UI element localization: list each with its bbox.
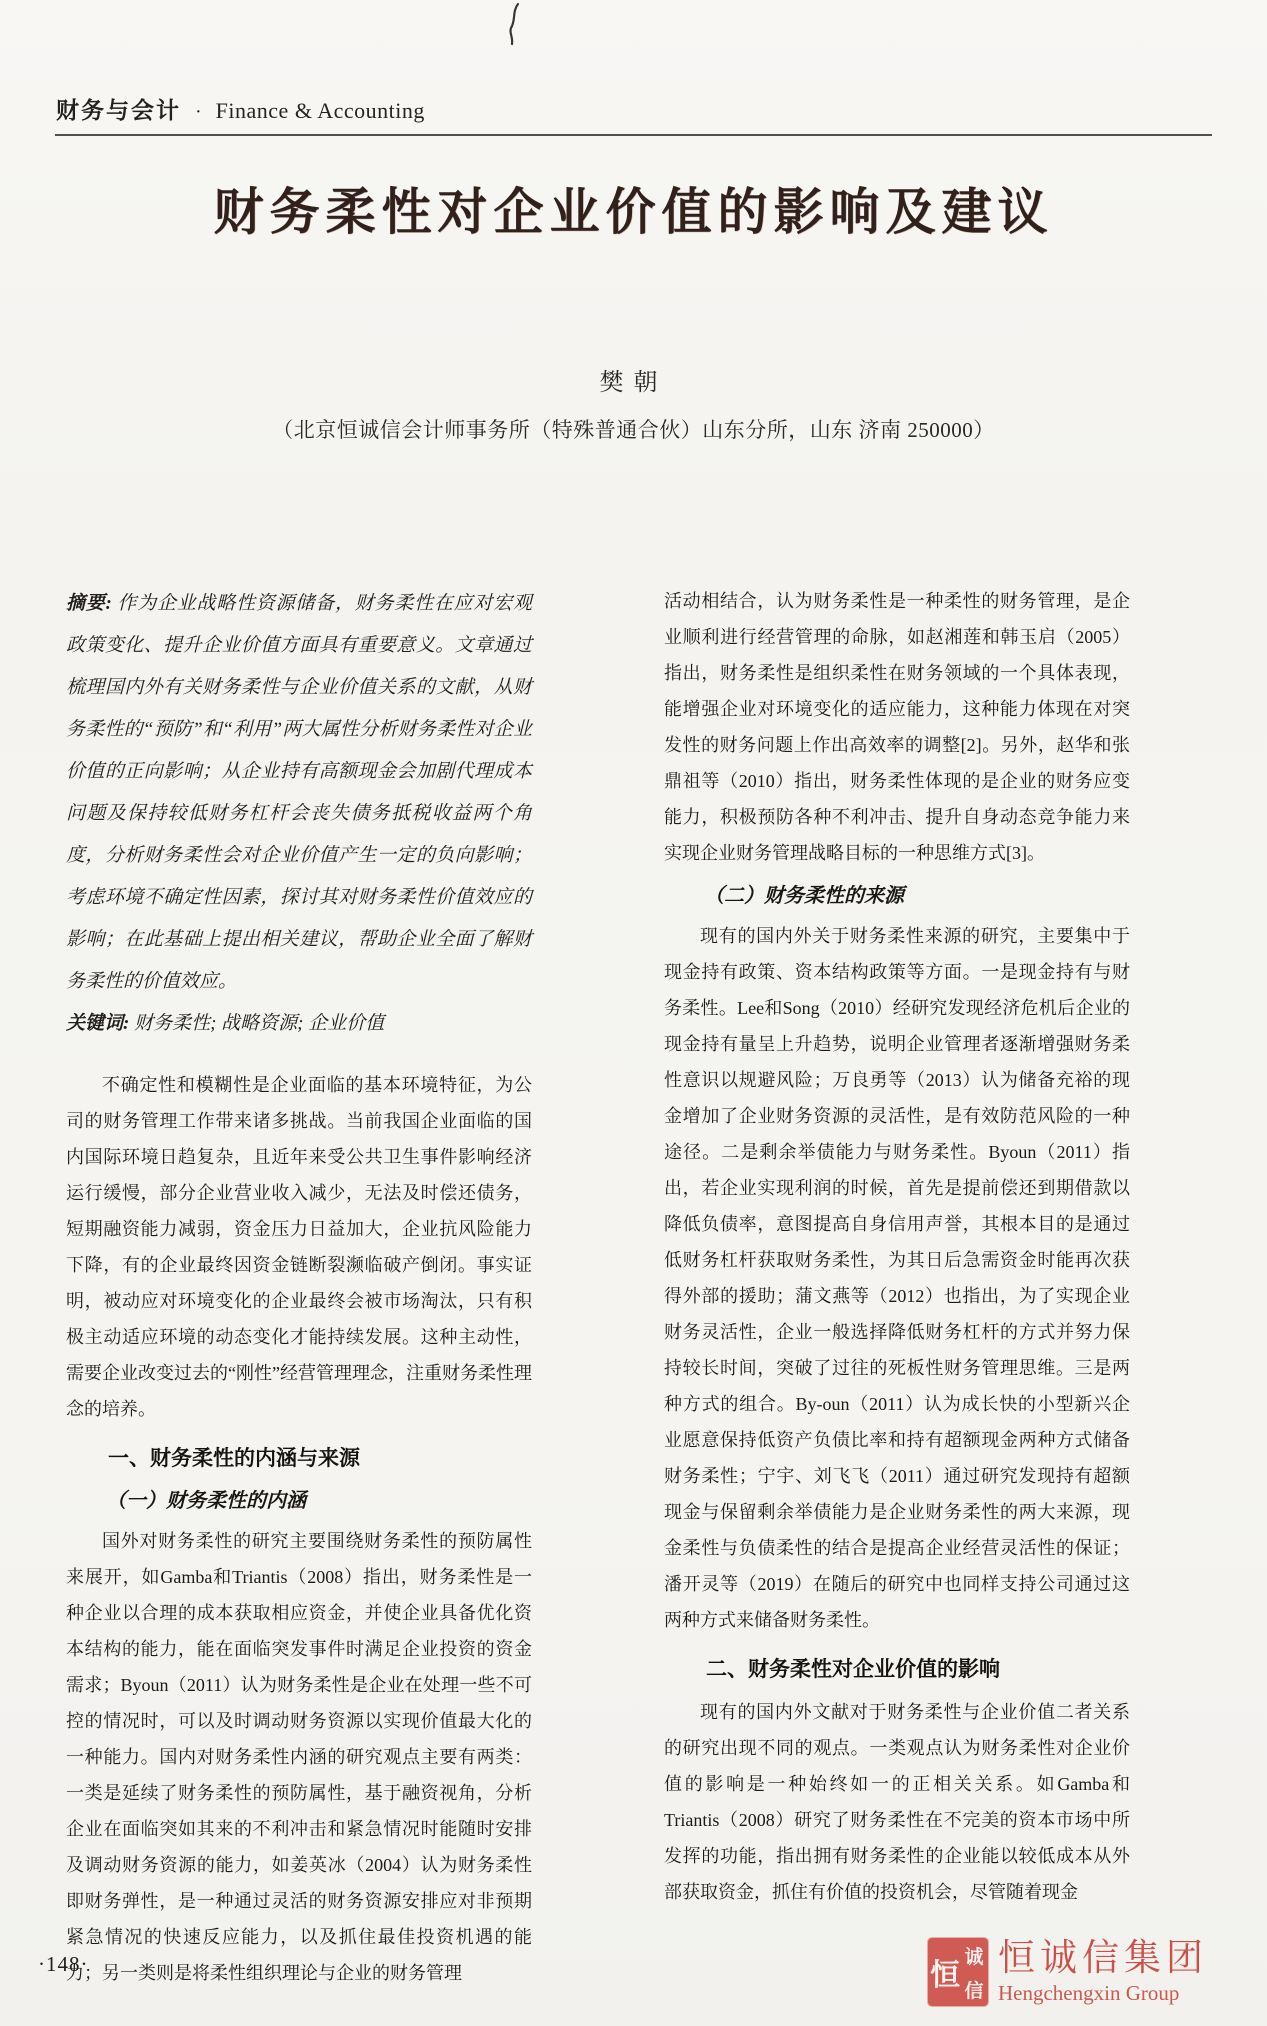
abstract-label: 摘要:	[66, 593, 112, 614]
two-column-body	[66, 583, 1130, 1991]
company-logo	[928, 1938, 1208, 2006]
journal-name-en: Finance & Accounting	[215, 98, 425, 123]
seal-char-xin: 信	[964, 1980, 984, 2002]
author-name: 樊朝	[599, 370, 668, 396]
body-paragraph-2: 活动相结合，认为财务柔性是一种柔性的财务管理，是企业顺利进行经营管理的命脉，如赵湘莲和韩玉启（2005）指出，财务柔性是组织柔性在财务领域的一个具体表现，能增强企业对环境变化的适应能力，这种能力体现在对突发性的财务问题上作出高效率的调整[2]。另外，赵华和张鼎祖等（2010）指出，财务柔性体现的是企业的财务应变能力，积极预防各种不利冲击、提升自身动态竞争能力来实现企业财务管理战略目标的一种思维方式[3]。	[664, 591, 1130, 863]
left-column	[66, 583, 532, 1991]
journal-name-cn: 财务与会计	[56, 97, 181, 123]
logo-company-name-en: Hengchengxin Group	[998, 1981, 1180, 2005]
right-column	[664, 583, 1130, 1991]
body-paragraph-1: 国外对财务柔性的研究主要围绕财务柔性的预防属性来展开，如Gamba和Triantis（2008）指出，财务柔性是一种企业以合理的成本获取相应资金，并使企业具备优化资本结构的能力，能在面临突发事件时满足企业投资的资金需求；Byoun（2011）认为财务柔性是企业在处理一些不可控的情况时，可以及时调动财务资源以实现价值最大化的一种能力。国内对财务柔性内涵的研究观点主要有两类：一类是延续了财务柔性的预防属性，基于融资视角，分析企业在面临突如其来的不利冲击和紧急情况时能随时安排及调动财务资源的能力，如姜英冰（2004）认为财务柔性即财务弹性，是一种通过灵活的财务资源安排应对非预期紧急情况的快速反应能力，以及抓住最佳投资机遇的能力；另一类则是将柔性组织理论与企业的财务管理	[66, 1531, 532, 1983]
subsection-heading-1-1: （一）财务柔性的内涵	[106, 1490, 306, 1512]
abstract	[66, 583, 532, 1003]
section-heading-2: 二、财务柔性对企业价值的影响	[706, 1658, 1000, 1681]
keywords-text: 财务柔性; 战略资源; 企业价值	[129, 1013, 385, 1034]
subsection-heading-1-2: （二）财务柔性的来源	[704, 885, 904, 907]
header-rule	[55, 134, 1212, 136]
seal-char-heng: 恒	[930, 1959, 960, 1992]
keywords-label: 关键词:	[66, 1013, 130, 1034]
page-number: ·148·	[38, 1952, 89, 1976]
keywords	[66, 1003, 532, 1045]
logo-seal-icon	[928, 1938, 988, 2006]
author-affiliation: （北京恒诚信会计师事务所（特殊普通合伙）山东分所，山东 济南 250000）	[272, 418, 995, 442]
abstract-text: 作为企业战略性资源储备，财务柔性在应对宏观政策变化、提升企业价值方面具有重要意义。文章通过梳理国内外有关财务柔性与企业价值关系的文献，从财务柔性的“预防”和“利用”两大属性分析财务柔性对企业价值的正向影响；从企业持有高额现金会加剧代理成本问题及保持较低财务杠杆会丧失债务抵税收益两个角度，分析财务柔性会对企业价值产生一定的负向影响；考虑环境不确定性因素，探讨其对财务柔性价值效应的影响；在此基础上提出相关建议，帮助企业全面了解财务柔性的价值效应。	[66, 593, 532, 992]
article-title: 财务柔性对企业价值的影响及建议	[213, 184, 1054, 240]
body-paragraph-3: 现有的国内外关于财务柔性来源的研究，主要集中于现金持有政策、资本结构政策等方面。一是现金持有与财务柔性。Lee和Song（2010）经研究发现经济危机后企业的现金持有量呈上升趋势，说明企业管理者逐渐增强财务柔性意识以规避风险；万良勇等（2013）认为储备充裕的现金增加了企业财务资源的灵活性，是有效防范风险的一种途径。二是剩余举债能力与财务柔性。Byoun（2011）指出，若企业实现利润的时候，首先是提前偿还到期借款以降低负债率，意图提高自身信用声誉，其根本目的是通过低财务杠杆获取财务柔性，为其日后急需资金时能再次获得外部的援助；蒲文燕等（2012）也指出，为了实现企业财务灵活性，企业一般选择降低财务杠杆的方式并努力保持较长时间，突破了过往的死板性财务管理思维。三是两种方式的组合。By-oun（2011）认为成长快的小型新兴企业愿意保持低资产负债比率和持有超额现金两种方式储备财务柔性；宁宇、刘飞飞（2011）通过研究发现持有超额现金与保留剩余举债能力是企业财务柔性的两大来源，现金柔性与负债柔性的结合是提高企业经营灵活性的保证；潘开灵等（2019）在随后的研究中也同样支持公司通过这两种方式来储备财务柔性。	[664, 926, 1130, 1630]
section-heading-1: 一、财务柔性的内涵与来源	[108, 1447, 360, 1470]
journal-header	[56, 92, 1211, 125]
dot-separator: ·	[195, 101, 202, 123]
body-paragraph-4: 现有的国内外文献对于财务柔性与企业价值二者关系的研究出现不同的观点。一类观点认为财务柔性对企业价值的影响是一种始终如一的正相关关系。如Gamba和Triantis（2008）研究了财务柔性在不完美的资本市场中所发挥的功能，指出拥有财务柔性的企业能以较低成本从外部获取资金，抓住有价值的投资机会，尽管随着现金	[664, 1702, 1130, 1902]
logo-company-name-cn: 恒诚信集团	[998, 1938, 1208, 1979]
pen-mark-icon	[502, 2, 528, 48]
seal-char-cheng: 诚	[964, 1946, 984, 1968]
logo-text	[998, 1940, 1208, 2004]
intro-paragraph: 不确定性和模糊性是企业面临的基本环境特征，为公司的财务管理工作带来诸多挑战。当前我国企业面临的国内国际环境日趋复杂，且近年来受公共卫生事件影响经济运行缓慢，部分企业营业收入减少，无法及时偿还债务，短期融资能力减弱，资金压力日益加大，企业抗风险能力下降，有的企业最终因资金链断裂濒临破产倒闭。事实证明，被动应对环境变化的企业最终会被市场淘汰，只有积极主动适应环境的动态变化才能持续发展。这种主动性，需要企业改变过去的“刚性”经营管理理念，注重财务柔性理念的培养。	[66, 1075, 532, 1419]
